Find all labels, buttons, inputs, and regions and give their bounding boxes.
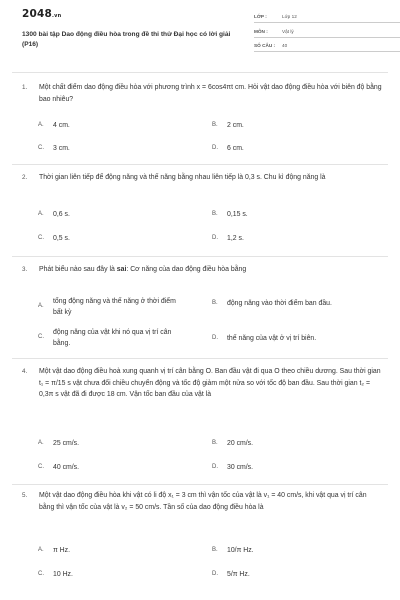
meta-row-class — [254, 10, 400, 23]
option-letter: C. — [38, 145, 44, 151]
option-text: π Hz. — [53, 547, 71, 554]
site-logo[interactable]: 2048.vn — [22, 8, 62, 20]
divider — [12, 72, 388, 73]
question-text: Một vật dao động điều hòa khi vật có li độ x₁ = 3 cm thì vận tốc của vật là v₁ = 40 cm/s, khi vật qua vị trí cân bằng thì vận tốc của vật là v₂ = 50 cm/s. Tần số của dao động điều hòa là — [39, 492, 367, 511]
option-letter: B. — [212, 122, 218, 128]
option-letter: A. — [38, 122, 44, 128]
meta-info — [254, 10, 400, 54]
option-text: tổng động năng và thế năng ở thời điểm bất kỳ — [53, 298, 176, 316]
meta-label: MÔN : — [254, 28, 268, 34]
option-letter: D. — [212, 235, 218, 241]
option-letter: D. — [212, 571, 218, 577]
divider — [12, 358, 388, 359]
option-text: 6 cm. — [227, 145, 244, 152]
option-text: 2 cm. — [227, 122, 244, 129]
question-text — [39, 264, 382, 276]
option-letter: D. — [212, 464, 218, 470]
option-letter: B. — [212, 211, 218, 217]
question-text: Thời gian liên tiếp để động năng và thế năng bằng nhau liên tiếp là 0,3 s. Chu kì động năng là — [39, 174, 326, 181]
option-letter: A. — [38, 211, 44, 217]
option-text: 20 cm/s. — [227, 440, 254, 447]
option-text: thế năng của vật ở vị trí biên. — [227, 335, 317, 342]
option-text: 5/π Hz. — [227, 571, 250, 578]
meta-row-count — [254, 39, 400, 52]
option-text: 0,5 s. — [53, 235, 70, 242]
question-text-part: : Cơ năng của dao động điều hòa bằng — [126, 266, 247, 273]
question-number: 2. — [22, 174, 28, 181]
option-letter: C. — [38, 464, 44, 470]
option-text: 10/π Hz. — [227, 547, 254, 554]
meta-value: 40 — [282, 43, 288, 48]
question-number: 3. — [22, 266, 28, 273]
meta-label: SỐ CÂU : — [254, 43, 276, 48]
site-logo-suffix: .vn — [52, 13, 62, 19]
option-letter: D. — [212, 145, 218, 151]
option-letter: A. — [38, 440, 44, 446]
option-letter: B. — [212, 300, 218, 306]
option-letter: C. — [38, 334, 44, 340]
option-text: 4 cm. — [53, 122, 70, 129]
meta-label: LỚP : — [254, 14, 267, 19]
option-letter: C. — [38, 235, 44, 241]
question-text: Một vật dao động điều hoà xung quanh vị trí cân bằng O. Ban đầu vật đi qua O theo chiều dương. Sau thời gian t₁ = π/15 s vật chưa đổi chiều chuyển động và tốc độ giảm một nửa so với tốc độ ban đầu. Sau thời gian t₂ = 0,3π s vật đã đi được 18 cm. Vận tốc ban đầu của vật là — [39, 368, 381, 398]
question-text-emphasis: sai — [116, 266, 127, 273]
question-number: 4. — [22, 368, 28, 375]
option-letter: B. — [212, 440, 218, 446]
question-number: 1. — [22, 84, 28, 91]
meta-value: Vật lý — [282, 28, 294, 34]
option-letter: D. — [212, 335, 218, 341]
option-letter: B. — [212, 547, 218, 553]
question-text: Một chất điểm dao động điều hòa với phương trình x = 6cos4πt cm. Hỏi vật dao động điều hòa với biên độ bằng bao nhiêu? — [39, 84, 382, 103]
meta-value: Lớp 12 — [282, 14, 297, 19]
option-letter: C. — [38, 571, 44, 577]
option-text: 1,2 s. — [227, 235, 244, 242]
page-header — [22, 8, 382, 60]
option-text: 0,15 s. — [227, 211, 248, 218]
divider — [12, 256, 388, 257]
option-text: 3 cm. — [53, 145, 70, 152]
option-text: 40 cm/s. — [53, 464, 80, 471]
option-text: 30 cm/s. — [227, 464, 254, 471]
option-text: động năng của vật khi nó qua vị trí cân bằng. — [53, 329, 172, 347]
meta-row-subject — [254, 25, 400, 38]
option-text: động năng vào thời điểm ban đầu. — [227, 300, 332, 307]
divider — [12, 164, 388, 165]
option-letter: A. — [38, 547, 44, 553]
option-text: 0,6 s. — [53, 211, 70, 218]
question-text-part: Phát biểu nào sau đây là — [39, 266, 117, 273]
divider — [12, 484, 388, 485]
option-text: 10 Hz. — [53, 571, 73, 578]
document-title: 1300 bài tập Dao động điều hòa trong đề thi thử Đại học có lời giải (P16) — [22, 31, 231, 48]
question-number: 5. — [22, 492, 28, 499]
option-text: 25 cm/s. — [53, 440, 80, 447]
option-letter: A. — [38, 303, 44, 309]
